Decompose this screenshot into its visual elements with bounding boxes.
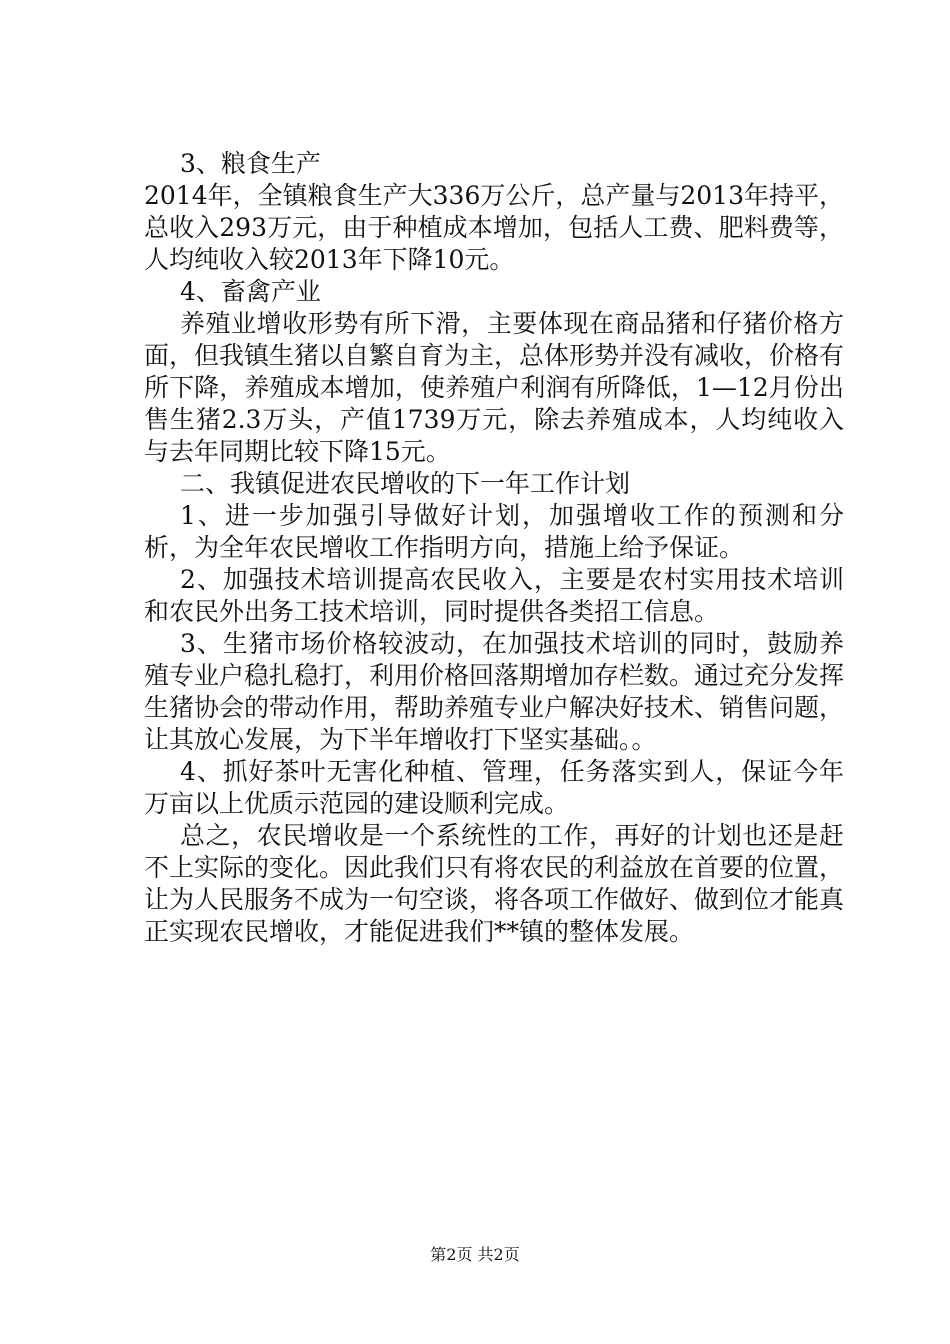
page-number-footer: 第2页 共2页 (430, 1245, 520, 1264)
section-heading-livestock: 4、畜禽产业 (180, 277, 321, 306)
paragraph-plan-item-1: 1、进一步加强引导做好计划，加强增收工作的预测和分析，为全年农民增收工作指明方向，措施上给予保证。 (144, 501, 844, 562)
paragraph-plan-item-3: 3、生猪市场价格较波动，在加强技术培训的同时，鼓励养殖专业户稳扎稳打，利用价格回落期增加存栏数。通过充分发挥生猪协会的带动作用，帮助养殖专业户解决好技术、销售问题，让其放心发展，为下半年增收打下坚实基础。。 (144, 629, 845, 754)
paragraph-conclusion: 总之，农民增收是一个系统性的工作，再好的计划也还是赶不上实际的变化。因此我们只有将农民的利益放在首要的位置，让为人民服务不成为一句空谈，将各项工作做好、做到位才能真正实现农民增收，才能促进我们**镇的整体发展。 (144, 821, 845, 946)
section-heading-work-plan: 二、我镇促进农民增收的下一年工作计划 (180, 469, 631, 498)
document-body (144, 148, 844, 948)
paragraph-grain-production: 2014年，全镇粮食生产大336万公斤，总产量与2013年持平，总收入293万元，由于种植成本增加，包括人工费、肥料费等，人均纯收入较2013年下降10元。 (144, 181, 844, 274)
paragraph-plan-item-4: 4、抓好茶叶无害化种植、管理，任务落实到人，保证今年万亩以上优质示范园的建设顺利完成。 (144, 757, 844, 818)
paragraph-livestock: 养殖业增收形势有所下滑，主要体现在商品猪和仔猪价格方面，但我镇生猪以自繁自育为主，总体形势并没有减收，价格有所下降，养殖成本增加，使养殖户利润有所降低，1—12月份出售生猪2.3万头，产值1739万元，除去养殖成本，人均纯收入与去年同期比较下降15元。 (144, 309, 845, 466)
section-heading-grain: 3、粮食生产 (180, 149, 321, 178)
paragraph-plan-item-2: 2、加强技术培训提高农民收入，主要是农村实用技术培训和农民外出务工技术培训，同时提供各类招工信息。 (144, 565, 844, 626)
